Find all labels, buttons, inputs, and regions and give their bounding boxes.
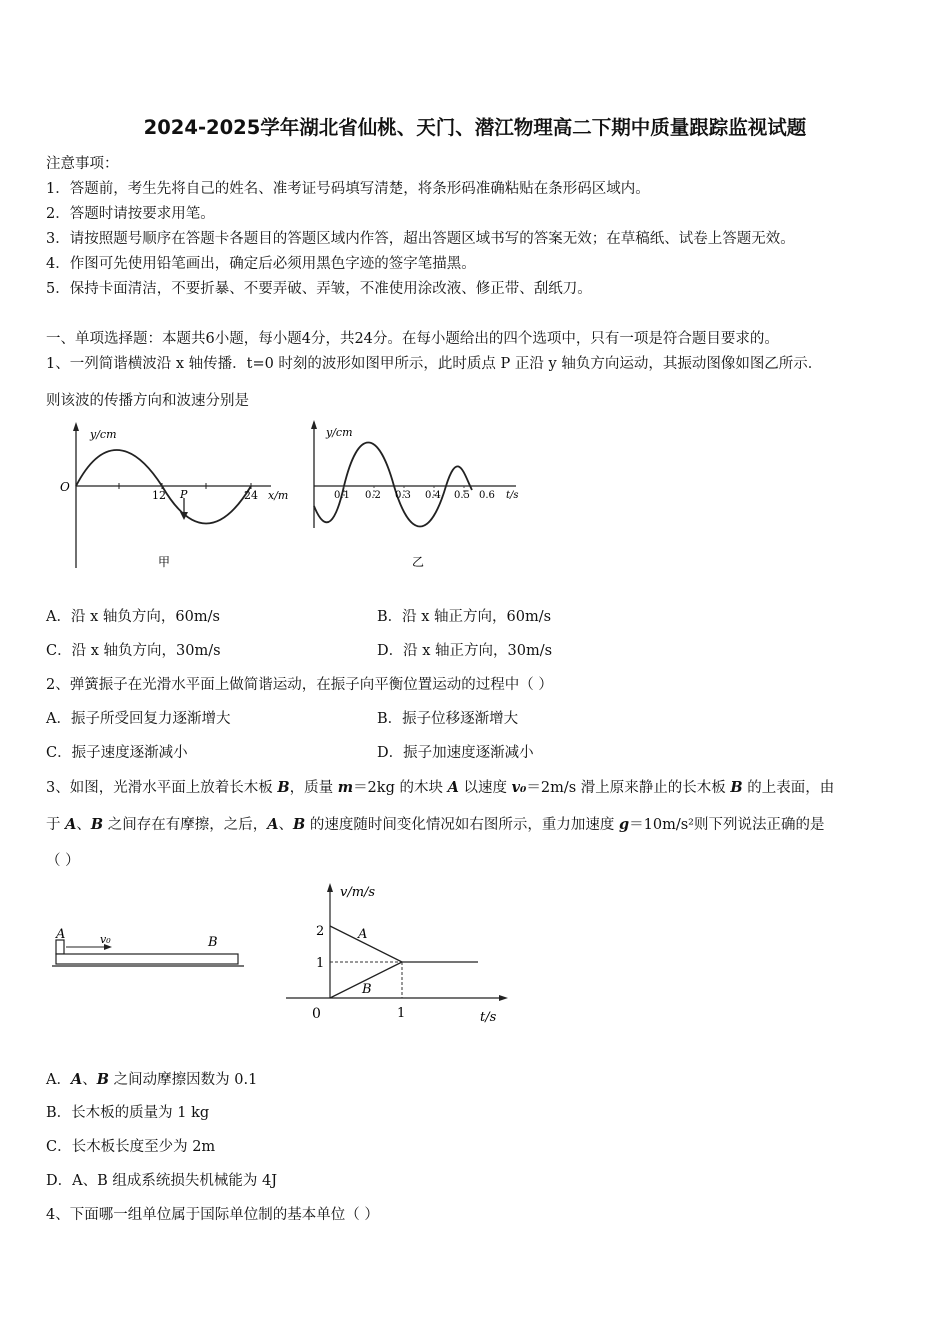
notice-item: 4．作图可先使用铅笔画出，确定后必须用黑色字迹的签字笔描黑。 [46,256,476,272]
x-axis-label: x/m [268,489,289,502]
v-tick-label: 1 [316,956,325,971]
velocity-label: v₀ [100,933,111,946]
block-label: A [56,927,66,942]
q3-stem-line1: 3、如图，光滑水平面上放着长木板 B，质量 m＝2kg 的木块 A 以速度 v₀＝2m/s 滑上原来静止的长木板 B 的上表面，由 [46,779,835,796]
page-title: 2024-2025学年湖北省仙桃、天门、潜江物理高二下期中质量跟踪监视试题 [143,116,807,139]
q2-option-d[interactable]: D．振子加速度逐渐减小 [377,745,534,761]
t-tick-label: 0.5 [454,490,470,501]
t-axis-arrow-icon [499,995,508,1001]
origin-label: 0 [312,1006,321,1022]
y-axis-label: y/cm [326,426,353,439]
q1-stem-line2: 则该波的传播方向和波速分别是 [46,393,249,409]
t-tick-label: 0.3 [395,490,411,501]
q2-option-c[interactable]: C．振子速度逐渐减小 [46,745,188,761]
q4-stem: 4、下面哪一组单位属于国际单位制的基本单位（ ） [46,1207,379,1223]
notice-item: 1．答题前，考生先将自己的姓名、准考证号码填写清楚，将条形码准确粘贴在条形码区域内。 [46,181,650,197]
figure-caption: 乙 [412,555,425,569]
q3-option-b[interactable]: B．长木板的质量为 1 kg [46,1105,210,1121]
x-tick-label: 12 [152,489,166,502]
vibration-curve [314,443,472,527]
wave-curve [76,450,251,524]
q3-option-c[interactable]: C．长木板长度至少为 2m [46,1139,216,1155]
q1-option-c[interactable]: C．沿 x 轴负方向，30m/s [46,643,221,659]
t-tick-label: 1 [397,1006,406,1021]
q1-stem-line1: 1、一列简谐横波沿 x 轴传播．t=0 时刻的波形如图甲所示，此时质点 P 正沿 y 轴负方向运动，其振动图像如图乙所示． [46,356,823,372]
q2-stem: 2、弹簧振子在光滑水平面上做简谐运动，在振子向平衡位置运动的过程中（ ） [46,677,553,693]
y-axis-arrow-icon [311,420,317,429]
v-axis-label: v/m/s [340,885,376,900]
t-axis-label: t/s [480,1010,497,1025]
y-axis-arrow-icon [73,422,79,431]
y-axis-label: y/cm [90,428,117,441]
t-tick-label: 0.2 [365,490,381,501]
q3-stem-line3: （ ） [46,853,80,869]
q3-option-a[interactable]: A．A、B 之间动摩擦因数为 0.1 [46,1071,258,1088]
point-label: P [180,488,188,501]
t-axis-label: t/s [506,490,519,501]
x-tick-label: 24 [244,489,258,502]
block-board-figure [48,920,248,976]
line-a-label: A [358,927,368,942]
line-b-label: B [362,982,372,997]
wave-graph-figure [46,418,296,578]
board-label: B [208,935,218,950]
t-tick-label: 0.6 [479,490,495,501]
v-axis-arrow-icon [327,883,333,892]
vibration-graph-figure [298,418,534,578]
q1-option-b[interactable]: B．沿 x 轴正方向，60m/s [377,609,552,625]
t-tick-label: 0.1 [334,490,350,501]
q3-stem-line2: 于 A、B 之间存在有摩擦，之后，A、B 的速度随时间变化情况如右图所示，重力加速度 g＝10m/s²则下列说法正确的是 [46,816,825,833]
board-b [56,954,238,964]
notice-item: 3．请按照题号顺序在答题卡各题目的答题区域内作答，超出答题区域书写的答案无效；在草稿纸、试卷上答题无效。 [46,231,795,247]
q1-option-d[interactable]: D．沿 x 轴正方向，30m/s [377,643,553,659]
v-tick-label: 2 [316,924,325,939]
origin-label: O [60,480,70,494]
notice-item: 5．保持卡面清洁，不要折暴、不要弄破、弄皱，不准使用涂改液、修正带、刮纸刀。 [46,281,592,297]
q2-option-a[interactable]: A．振子所受回复力逐渐增大 [46,711,231,727]
notice-heading: 注意事项： [46,156,119,172]
q2-option-b[interactable]: B．振子位移逐渐增大 [377,711,519,727]
q1-option-a[interactable]: A．沿 x 轴负方向，60m/s [46,609,220,625]
figure-caption: 甲 [158,555,171,569]
q3-option-d[interactable]: D．A、B 组成系统损失机械能为 4J [46,1173,278,1189]
t-tick-label: 0.4 [425,490,441,501]
block-a [56,940,64,954]
velocity-time-graph [282,880,512,1028]
section-heading: 一、单项选择题：本题共6小题，每小题4分，共24分。在每小题给出的四个选项中，只有一项是符合题目要求的。 [46,331,779,347]
notice-item: 2．答题时请按要求用笔。 [46,206,215,222]
